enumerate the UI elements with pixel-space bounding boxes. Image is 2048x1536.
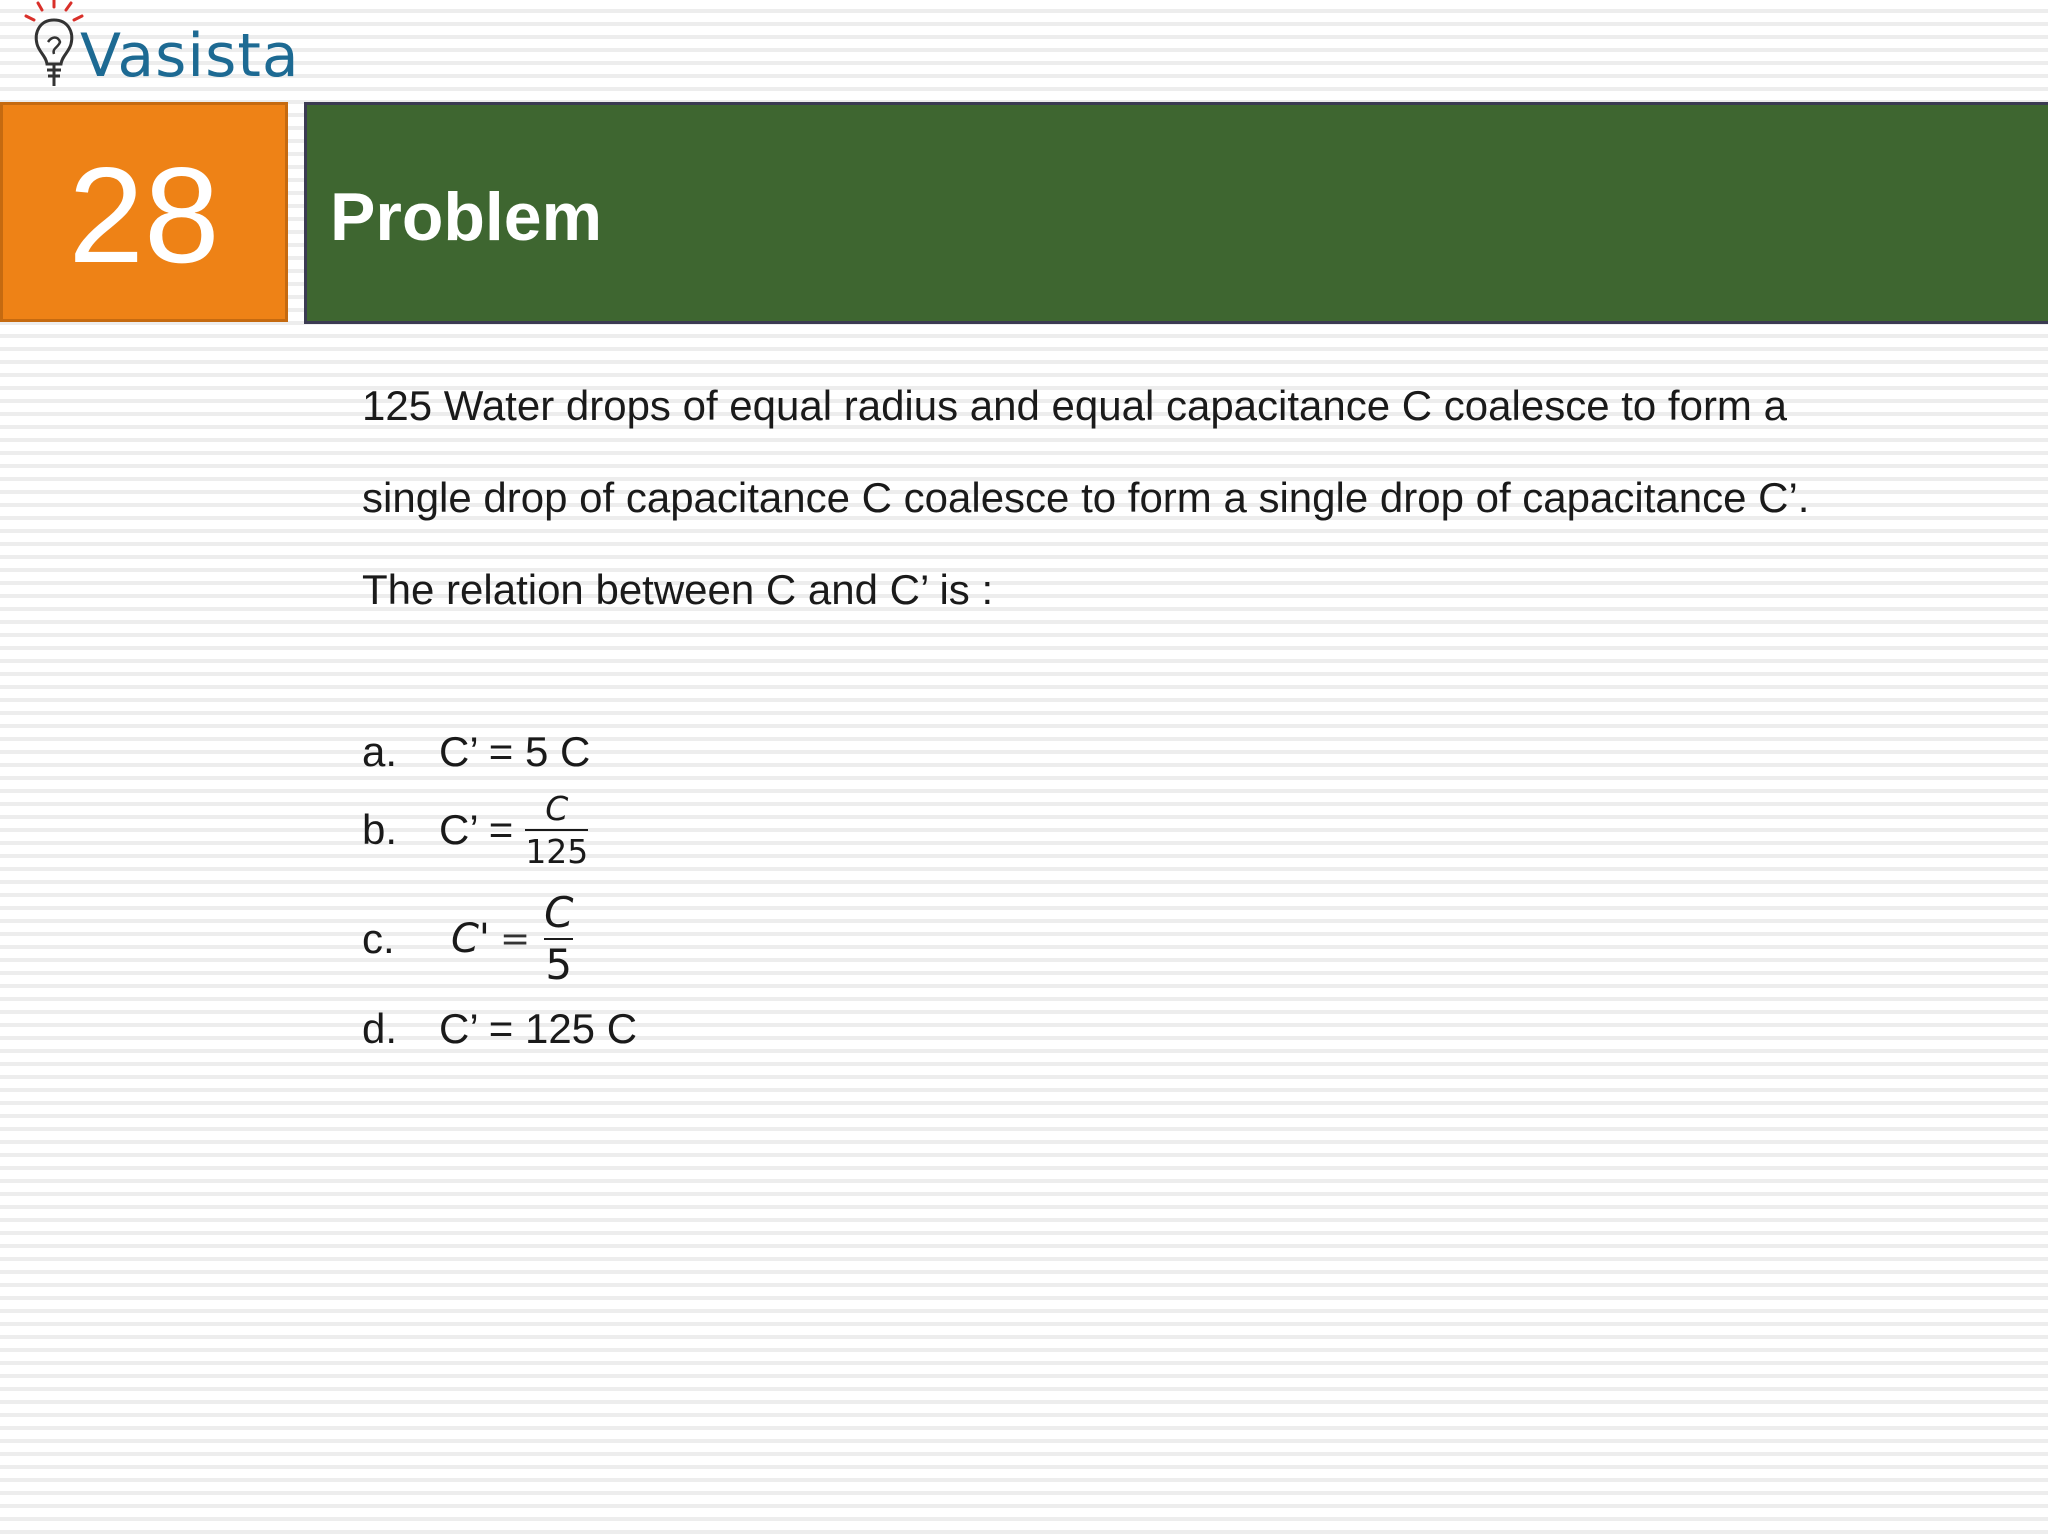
question-line: 125 Water drops of equal radius and equal capacitance C coalesce to form a [362,382,1787,429]
question-line: The relation between C and C’ is : [362,566,994,613]
fraction-denominator: 125 [525,832,589,871]
option-label: a. [362,728,398,775]
slide-title: Problem [330,179,603,255]
option-d [362,1005,637,1053]
fraction-numerator: C [544,888,574,937]
fraction [525,789,589,871]
option-a [362,728,590,776]
fraction [544,888,574,989]
slide-number-box [0,102,288,322]
option-label: c. [362,915,395,962]
option-text: C’ = 125 C [439,1005,638,1052]
option-label: d. [362,1005,398,1052]
question-line: single drop of capacitance C coalesce to form a single drop of capacitance C’. [362,474,1810,521]
question-text [362,360,2002,636]
option-equals: = [499,918,531,960]
slide-number: 28 [68,139,220,291]
option-lhs: C' [451,916,490,962]
option-c [362,888,574,989]
option-text: C’ = 5 C [439,728,591,775]
option-b [362,789,589,871]
vasista-logo [20,0,300,100]
title-bar [304,102,2048,324]
logo-text: Vasista [80,21,300,91]
option-prefix: C’ = [439,806,514,853]
fraction-numerator: C [545,789,569,828]
fraction-bar [525,829,588,831]
option-label: b. [362,806,398,853]
fraction-denominator: 5 [545,940,573,989]
